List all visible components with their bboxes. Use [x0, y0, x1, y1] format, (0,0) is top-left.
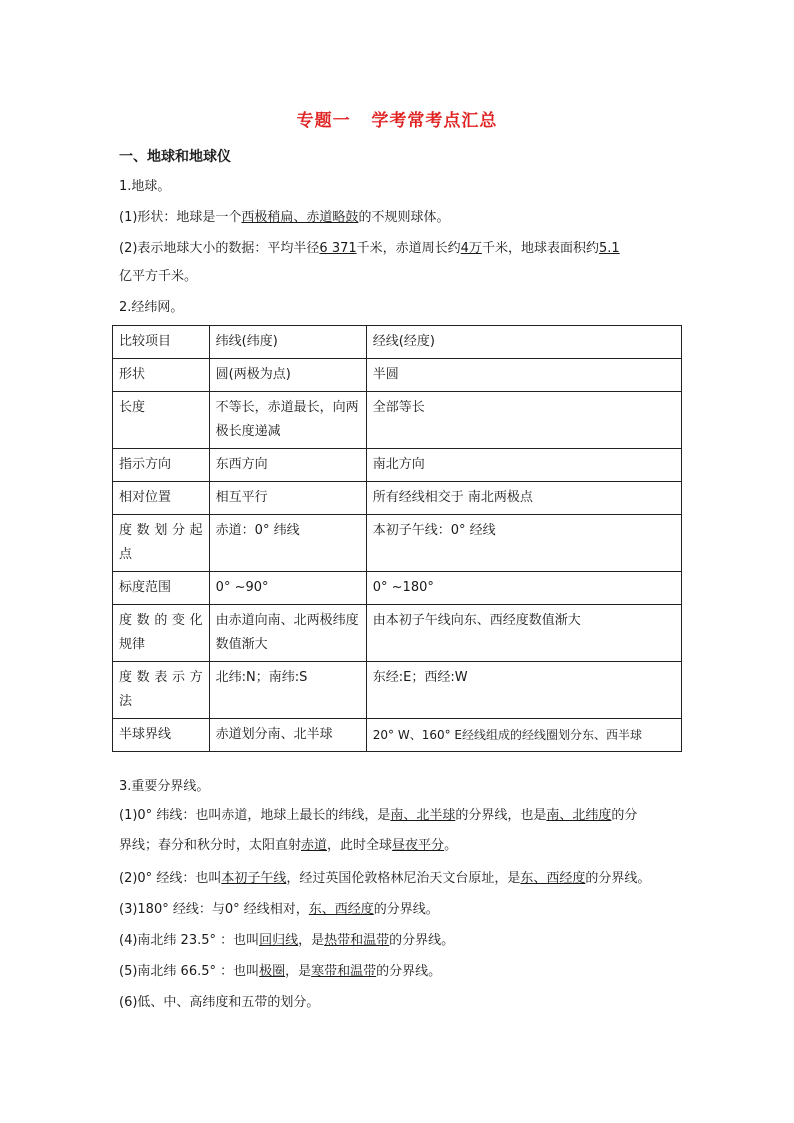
section-heading: 一、地球和地球仪 [119, 149, 231, 165]
table-cell: 0° ~180° [366, 572, 681, 605]
table-cell: 全部等长 [366, 392, 681, 449]
table-header-cell: 经线(经度) [366, 326, 681, 359]
table-cell: 南北方向 [366, 449, 681, 482]
item-zones: (6)低、中、高纬度和五带的划分。 [119, 995, 320, 1010]
table-cell: 由本初子午线向东、西经度数值渐大 [366, 605, 681, 662]
item-polar-circles: (5)南北纬 66.5° ：也叫极圈，是寒带和温带的分界线。 [119, 964, 442, 979]
comparison-table [112, 325, 682, 752]
table-row [113, 605, 682, 662]
answer-radius: 6 371 [319, 241, 357, 256]
title-part1: 专题一 [296, 111, 351, 131]
answer-circumference: 4万 [460, 241, 482, 256]
table-cell: 不等长，赤道最长，向两 极长度递减 [209, 392, 366, 449]
table-cell: 度 数 的 变 化 规律 [113, 605, 210, 662]
item-earth: 1.地球。 [119, 179, 171, 194]
table-row [113, 515, 682, 572]
table-cell: 由赤道向南、北两极纬度数值渐大 [209, 605, 366, 662]
table-cell: 度 数 表 示 方 法 [113, 662, 210, 719]
table-row [113, 449, 682, 482]
answer-area: 5.1 [598, 241, 620, 256]
table-cell: 赤道：0° 纬线 [209, 515, 366, 572]
item-equator-line2: 界线；春分和秋分时，太阳直射赤道，此时全球昼夜平分。 [119, 838, 458, 853]
table-row [113, 359, 682, 392]
table-cell: 半圆 [366, 359, 681, 392]
table-cell: 本初子午线：0° 经线 [366, 515, 681, 572]
table-header-cell: 纬线(纬度) [209, 326, 366, 359]
table-cell: 相互平行 [209, 482, 366, 515]
table-cell: 20° W、160° E经线组成的经线圈划分东、西半球 [366, 719, 681, 752]
table-cell: 指示方向 [113, 449, 210, 482]
item-180-meridian: (3)180° 经线：与0° 经线相对，东、西经度的分界线。 [119, 902, 439, 917]
table-cell: 形状 [113, 359, 210, 392]
table-header-cell: 比较项目 [113, 326, 210, 359]
item-grid: 2.经纬网。 [119, 300, 184, 315]
table-cell: 圆(两极为点) [209, 359, 366, 392]
item-tropics: (4)南北纬 23.5° ：也叫回归线，是热带和温带的分界线。 [119, 933, 455, 948]
table-cell: 标度范围 [113, 572, 210, 605]
item-prime-meridian: (2)0° 经线：也叫本初子午线，经过英国伦敦格林尼治天文台原址，是东、西经度的分界线。 [119, 871, 651, 886]
table-cell: 度 数 划 分 起 点 [113, 515, 210, 572]
title-part2: 学考常考点汇总 [371, 111, 498, 131]
table-cell: 长度 [113, 392, 210, 449]
table-row [113, 392, 682, 449]
item-size: (2)表示地球大小的数据：平均半径6 371千米，赤道周长约4万千米，地球表面积约5.1 [119, 241, 620, 256]
table-cell: 半球界线 [113, 719, 210, 752]
answer-shape: 西极稍扁、赤道略鼓 [241, 210, 359, 225]
table-cell: 0° ~90° [209, 572, 366, 605]
table-cell: 赤道划分南、北半球 [209, 719, 366, 752]
table-cell: 相对位置 [113, 482, 210, 515]
table-row [113, 719, 682, 752]
table-row [113, 572, 682, 605]
item-equator: (1)0° 纬线：也叫赤道，地球上最长的纬线，是南、北半球的分界线，也是南、北纬度的分 [119, 808, 638, 823]
table-cell: 东经:E；西经:W [366, 662, 681, 719]
table-cell: 东西方向 [209, 449, 366, 482]
table-cell: 北纬:N；南纬:S [209, 662, 366, 719]
item-boundaries: 3.重要分界线。 [119, 779, 210, 794]
table-row [113, 662, 682, 719]
table-row [113, 482, 682, 515]
item-size-line2: 亿平方千米。 [119, 269, 198, 284]
item-shape: (1)形状：地球是一个西极稍扁、赤道略鼓的不规则球体。 [119, 210, 450, 225]
table-header-row [113, 326, 682, 359]
page-title [0, 106, 794, 131]
table-cell: 所有经线相交于 南北两极点 [366, 482, 681, 515]
